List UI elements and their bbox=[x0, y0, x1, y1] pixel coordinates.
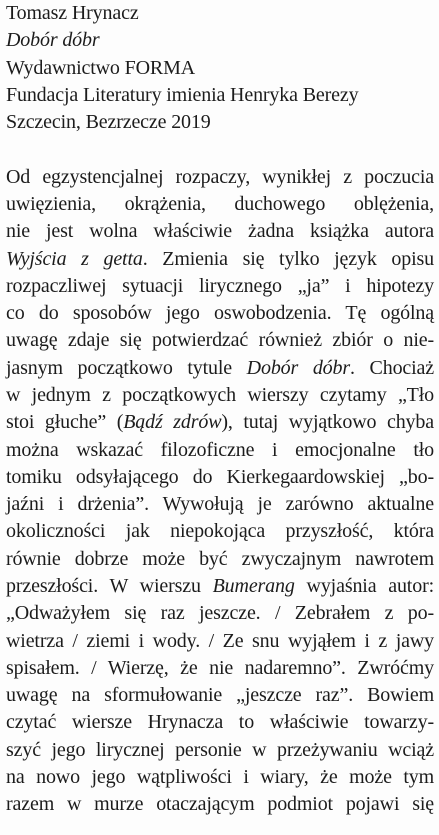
text-line-22: szyć jego lirycznej personie w przeżywaniu wciąż bbox=[6, 739, 434, 761]
text-line-21: czytać wiersze Hrynacza to właściwie towarzy- bbox=[6, 711, 434, 733]
cited-title-wyjscia: Wyjścia z getta bbox=[6, 248, 143, 270]
cited-title-dobor: Dobór dóbr bbox=[246, 357, 351, 379]
text-segment: . Chociaż bbox=[350, 357, 435, 379]
author-line: Tomasz Hrynacz bbox=[6, 2, 139, 24]
text-line-18: wietrza / ziemi i wody. / Ze snu wyjąłem i z jawy bbox=[6, 630, 434, 652]
text-line-4 bbox=[6, 246, 434, 273]
text-line-6: co do sposobów jego oswobodzenia. Tę ogólną bbox=[6, 302, 434, 324]
cited-title-bumerang: Bumerang bbox=[212, 575, 295, 597]
text-segment: . Zmienia się tylko język opisu bbox=[142, 248, 434, 270]
text-line-1: Od egzystencjalnej rozpaczy, wynikłej z poczucia bbox=[6, 166, 434, 188]
text-segment: wyjaśnia autor: bbox=[294, 575, 434, 597]
book-title: Dobór dóbr bbox=[6, 29, 100, 51]
text-segment: jasnym początkowo tytule bbox=[6, 357, 247, 379]
text-segment: przeszłości. W wierszu bbox=[6, 575, 213, 597]
book-title-line bbox=[6, 27, 100, 54]
text-segment: stoi głuche” ( bbox=[6, 411, 124, 433]
publisher-line: Wydawnictwo FORMA bbox=[6, 57, 196, 79]
text-line-11: można wskazać filozoficzne i emocjonalne tło bbox=[6, 439, 434, 461]
text-line-23: na nowo jego wątpliwości i wiary, że może tym bbox=[6, 766, 434, 788]
foundation-line: Fundacja Literatury imienia Henryka Berezy bbox=[6, 84, 359, 106]
text-line-17: „Odważyłem się raz jeszcze. / Zebrałem z po- bbox=[6, 602, 434, 624]
text-line-9: w jednym z początkowych wierszy czytamy „Tło bbox=[6, 384, 434, 406]
text-line-14: okoliczności jak niepokojąca przyszłość, która bbox=[6, 520, 434, 542]
text-line-13: jaźni i drżenia”. Wywołują je zarówno aktualne bbox=[6, 493, 434, 515]
text-line-24: razem w murze otaczającym podmiot pojawi się bbox=[6, 793, 434, 815]
text-line-15: równie dobrze może być zwyczajnym nawrotem bbox=[6, 548, 434, 570]
text-line-8 bbox=[6, 355, 434, 382]
text-line-16 bbox=[6, 573, 434, 600]
text-line-7: uwagę zdaje się potwierdzać również zbiór o nie- bbox=[6, 329, 434, 351]
place-year-line: Szczecin, Bezrzecze 2019 bbox=[6, 111, 211, 133]
text-line-10 bbox=[6, 409, 434, 436]
cited-title-badz-zdrow: Bądź zdrów bbox=[123, 411, 222, 433]
text-line-19: spisałem. / Wierzę, że nie nadaremno”. Zwróćmy bbox=[6, 657, 434, 679]
text-line-20: uwagę na sformułowanie „jeszcze raz”. Bowiem bbox=[6, 684, 434, 706]
text-segment: ), tutaj wyjątkowo chyba bbox=[221, 411, 434, 433]
text-line-3: nie jest wolna właściwie żadna książka autora bbox=[6, 220, 434, 242]
text-line-12: tomiku odsyłającego do Kierkegaardowskiej „bo- bbox=[6, 466, 434, 488]
text-line-5: rozpaczliwej sytuacji lirycznego „ja” i hipotezy bbox=[6, 275, 434, 297]
text-line-2: uwięzienia, okrążenia, duchowego oblężenia, bbox=[6, 193, 434, 215]
